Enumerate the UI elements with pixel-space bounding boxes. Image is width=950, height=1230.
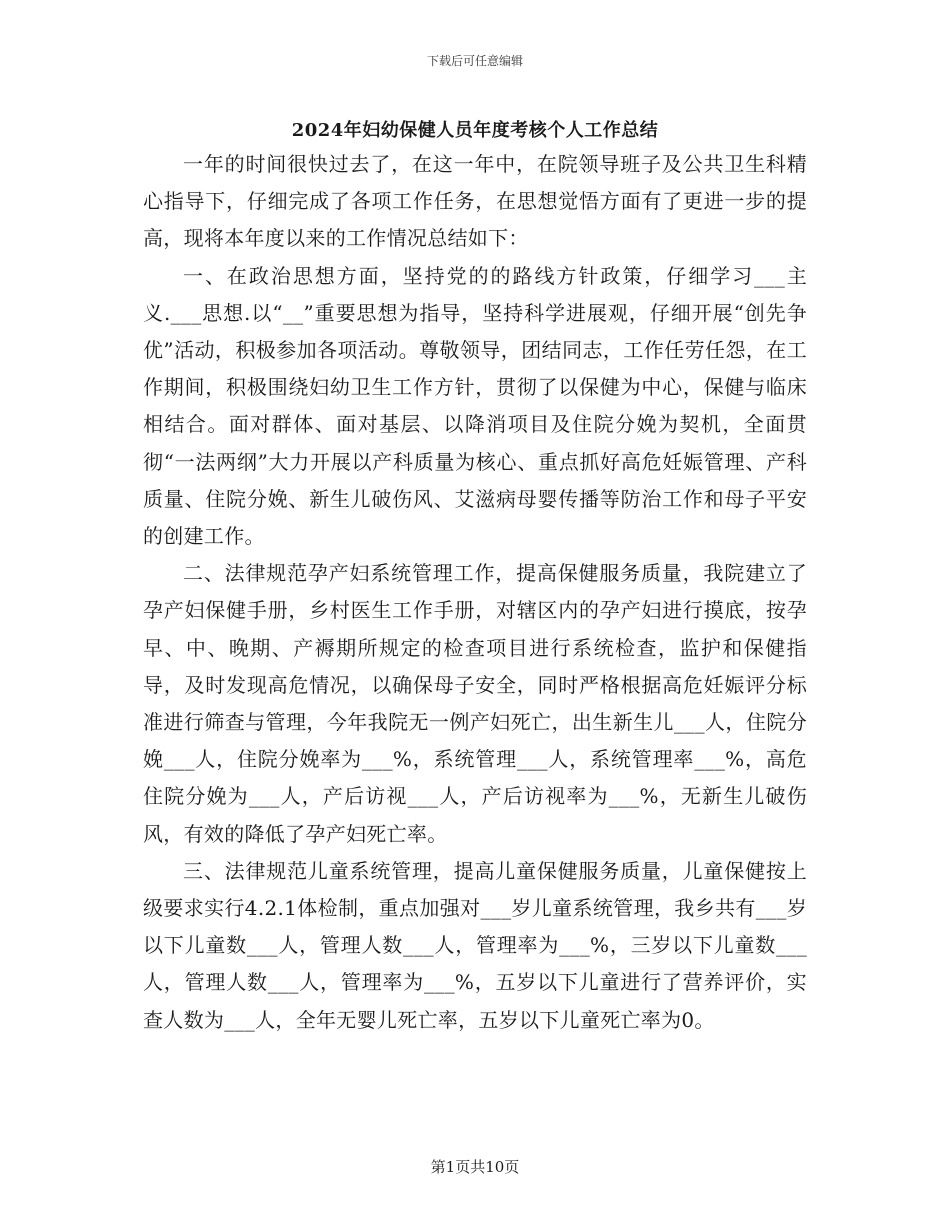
header-note: 下载后可任意编辑 <box>426 54 523 68</box>
paragraph-political: 一、在政治思想方面，坚持党的的路线方针政策，仔细学习___主义.___思想.以“__”重要思想为指导，坚持科学进展观，仔细开展“创先争优”活动，积极参加各项活动。尊敬领导，团结同志，工作任劳任怨，在工作期间，积极围绕妇幼卫生工作方针，贯彻了以保健为中心，保健与临床相结合。面对群体、面对基层、以降消项目及住院分娩为契机，全面贯彻“一法两纲”大力开展以产科质量为核心、重点抓好高危妊娠管理、产科质量、住院分娩、新生儿破伤风、艾滋病母婴传播等防治工作和母子平安的创建工作。 <box>143 263 807 549</box>
document-title: 2024年妇幼保健人员年度考核个人工作总结 <box>291 120 659 141</box>
paragraph-intro: 一年的时间很快过去了，在这一年中，在院领导班子及公共卫生科精心指导下，仔细完成了各项工作任务，在思想觉悟方面有了更进一步的提高，现将本年度以来的工作情况总结如下： <box>143 152 807 251</box>
paragraph-children: 三、法律规范儿童系统管理，提高儿童保健服务质量，儿童保健按上级要求实行4.2.1体检制，重点加强对___岁儿童系统管理，我乡共有___岁以下儿童数___人，管理人数___人，管理率为___%，三岁以下儿童数___人，管理人数___人，管理率为___%，五岁以下儿童进行了营养评价，实查人数为___人，全年无婴儿死亡率，五岁以下儿童死亡率为0。 <box>143 858 807 1032</box>
document-body <box>143 146 807 1039</box>
page-footer: 第1页共10页 <box>430 1158 520 1176</box>
paragraph-maternal: 二、法律规范孕产妇系统管理工作，提高保健服务质量，我院建立了孕产妇保健手册，乡村医生工作手册，对辖区内的孕产妇进行摸底，按孕早、中、晚期、产褥期所规定的检查项目进行系统检查，监护和保健指导，及时发现高危情况，以确保母子安全，同时严格根据高危妊娠评分标准进行筛查与管理，今年我院无一例产妇死亡，出生新生儿___人，住院分娩___人，住院分娩率为___%，系统管理___人，系统管理率___%，高危住院分娩为___人，产后访视___人，产后访视率为___%，无新生儿破伤风，有效的降低了孕产妇死亡率。 <box>143 561 807 846</box>
